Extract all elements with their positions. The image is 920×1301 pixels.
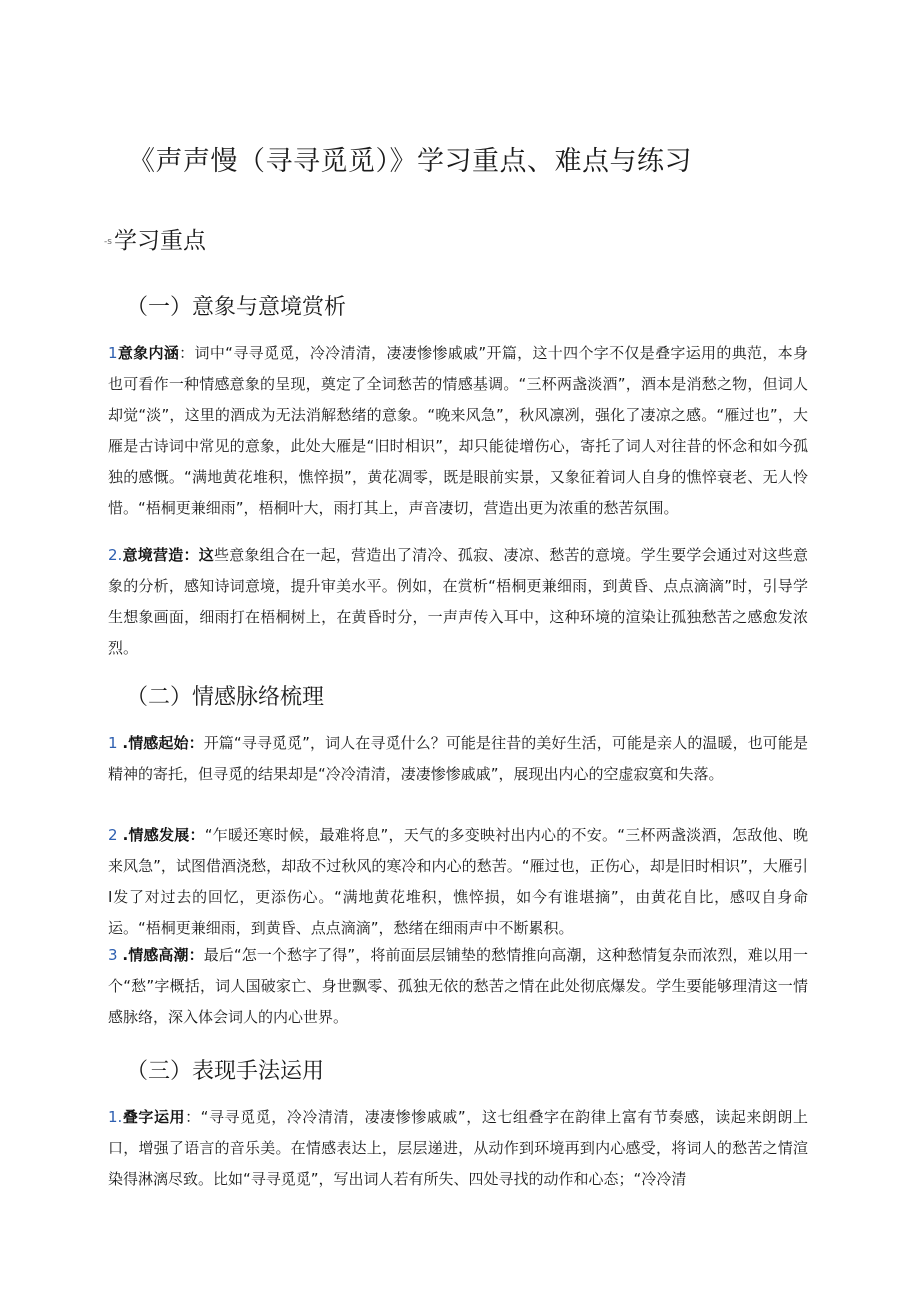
item-lead: .情感发展：	[122, 826, 205, 844]
list-item	[108, 728, 808, 790]
list-item	[108, 940, 808, 1033]
subheading-imagery: （一）意象与意境赏析	[126, 295, 347, 320]
item-lead: 意象内涵	[117, 344, 180, 362]
list-item	[108, 820, 808, 944]
item-lead: 叠字运用	[122, 1108, 186, 1126]
item-text: 最后“怎一个愁字了得”，将前面层层铺垫的愁情推向高潮，这种愁情复杂而浓烈，难以用一个“愁”字概括，词人国破家亡、身世飘零、孤独无依的愁苦之情在此处彻底爆发。学生要能够理清这一情感脉络，深入体会词人的内心世界。	[108, 946, 808, 1026]
item-number: 3	[108, 946, 118, 964]
item-number: 1	[108, 734, 118, 752]
item-lead: .情感高潮：	[122, 946, 204, 964]
subheading-techniques: （三）表现手法运用	[126, 1059, 325, 1084]
item-number: 1.	[108, 1108, 123, 1126]
item-text: 开篇“寻寻觅觅”，词人在寻觅什么？可能是往昔的美好生活，可能是亲人的温暖，也可能是精神的寄托，但寻觅的结果却是“冷冷清清，凄凄惨惨戚戚”，展现出内心的空虚寂寞和失落。	[108, 734, 808, 783]
list-item	[108, 338, 808, 524]
item-lead: .情感起始：	[122, 734, 204, 752]
item-text: “乍暖还寒时候，最难将息”，天气的多变映衬出内心的不安。“三杯两盏淡酒，怎敌他、晚来风急”，试图借酒浇愁，却敌不过秋风的寒冷和内心的愁苦。“雁过也，正伤心，却是旧时相识”，大雁引I发了对过去的回忆，更添伤心。“满地黄花堆积，憔悴损，如今有谁堪摘”，由黄花自比，感叹自身命运。“梧桐更兼细雨，到黄昏、点点滴滴”，愁绪在细雨声中不断累积。	[108, 826, 808, 937]
item-number: 1	[108, 344, 118, 362]
list-item	[108, 540, 808, 664]
item-text: ：词中“寻寻觅觅，冷冷清清，凄凄惨惨戚戚”开篇，这十四个字不仅是叠字运用的典范，本身也可看作一种情感意象的呈现，奠定了全词愁苦的情感基调。“三杯两盏淡酒”，酒本是消愁之物，但词人却觉“淡”，这里的酒成为无法消解愁绪的意象。“晚来风急”，秋风凛冽，强化了凄凉之感。“雁过也”，大雁是古诗词中常见的意象，此处大雁是“旧时相识”，却只能徒增伤心，寄托了词人对往昔的怀念和如今孤独的感慨。“满地黄花堆积，憔悴损”，黄花凋零，既是眼前实景，又象征着词人自身的憔悴衰老、无人怜惜。“梧桐更兼细雨”，梧桐叶大，雨打其上，声音凄切，营造出更为浓重的愁苦氛围。	[108, 344, 808, 517]
item-text: ：“寻寻觅觅，冷冷清清，凄凄惨惨戚戚”，这七组叠字在韵律上富有节奏感，读起来朗朗上口，增强了语言的音乐美。在情感表达上，层层递进，从动作到环境再到内心感受，将词人的愁苦之情渲染得淋漓尽致。比如“寻寻觅觅”，写出词人若有所失、四处寻找的动作和心态；“冷冷清	[108, 1108, 808, 1188]
document-title: 《声声慢（寻寻觅觅）》学习重点、难点与练习	[128, 146, 692, 177]
item-number: 2	[108, 826, 118, 844]
item-lead: 意境营造：这	[122, 546, 214, 564]
section-heading-key-points	[104, 224, 206, 259]
item-text: 些意象组合在一起，营造出了清冷、孤寂、凄凉、愁苦的意境。学生要学会通过对这些意象的分析，感知诗词意境，提升审美水平。例如，在赏析“梧桐更兼细雨，到黄昏、点点滴滴”时，引导学生想象画面，细雨打在梧桐树上，在黄昏时分，一声声传入耳中，这种环境的渲染让孤独愁苦之感愈发浓烈。	[108, 546, 808, 657]
section-heading-label: 学习重点	[113, 228, 206, 254]
section-marker: -s	[104, 236, 112, 247]
subheading-emotion: （二）情感脉络梳理	[126, 685, 325, 710]
item-number: 2.	[108, 546, 123, 564]
list-item	[108, 1102, 808, 1195]
